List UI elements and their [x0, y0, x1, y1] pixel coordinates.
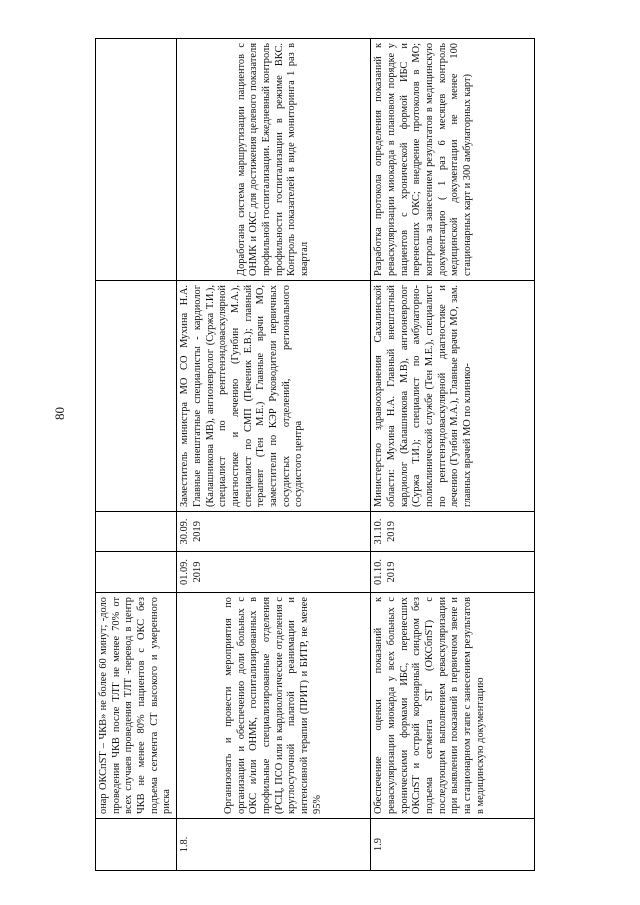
table-row — [96, 39, 177, 871]
item-number: 1.8. — [177, 819, 371, 871]
responsible-persons: Заместитель министра МО СО Мухина Н.А. Главные внештатные специалисты - кардиолог (Калашникова МВ), ангионевролог (Суржа Т.И.), специалист по рентгенэндоваскулярной диагностике и лечению (Гунбин М.А.), специалист по СМП (Печеник Е.В.); главный терапевт (Тен М.Е.) Главные врачи МО, заместители по КЭР Руководители первичных сосудистых отделений, регионального сосудистого центра — [177, 281, 371, 512]
end-date: 30.09. 2019 — [177, 512, 371, 552]
action-plan-table — [95, 38, 535, 871]
responsible-persons — [96, 281, 177, 512]
expected-result — [96, 39, 177, 281]
expected-result: Разработка протокола определения показаний к реваскуляризации миокарда в плановом порядке у пациентов с хронической формой ИБС и перенесших ОКС; внедрение протоколов в МО; контроль за занесением результатов в медицинскую документацию ( 1 раз 6 месяцев контроль медицинской документации не менее 100 стационарных карт и 300 амбулаторных карт) — [371, 39, 535, 281]
start-date: 01.09. 2019 — [177, 552, 371, 593]
start-date — [96, 552, 177, 593]
end-date — [96, 512, 177, 552]
task-description: Организовать и провести мероприятия по организации и обеспечению доли больных с ОКС и/или ОНМК, госпитализированных в профильные специализированные отделения (РСЦ, ПСО или в кардиологические отделения с круглосуточной палатой реанимации и интенсивной терапии (ПРИТ) и БИТР, не менее 95% — [177, 593, 371, 819]
task-description: Обеспечение оценки показаний к реваскуляризации миокарда у всех больных с хроническими формами ИБС, перенесших ОКСпST и острый коронарный синдром без подъема сегмента ST (ОКСбпST) с последующим выполнением реваскуляризации при выявлении показаний в первичном звене и на стационарном этапе с занесением результатов в медицинскую документацию — [371, 593, 535, 819]
rotated-table-container — [95, 39, 529, 871]
responsible-persons: Министерство здравоохранения Сахалинской области: Мухина Н.А. Главный внештатный кардиолог (Калашникова М.В), ангионевролог (Суржа Т.И.); специалист по амбулаторно-поликлинической службе (Тен М.Е.), специалист по рентгенэндоваскулярной диагностике и лечению (Гунбин М.А.), Главные врачи МО, зам. главных врачей МО по клинико- — [371, 281, 535, 512]
expected-result: Доработана система маршрутизации пациентов с ОНМК и ОКС для достижения целевого показателя профильной госпитализации. Ежедневный контроль профильности госпитализации в режиме ВКС. Контроль показателей в виде мониторинга 1 раз в квартал — [177, 39, 371, 281]
table-row — [177, 39, 371, 871]
start-date: 01.10. 2019 — [371, 552, 535, 593]
task-description: онар ОКСпST – ЧКВ» не более 60 минут; -доло проведения ЧКВ после ТЛТ не менее 70% от всех случаев проведения ТЛТ -перевод в центр ЧКВ не менее 80% пациентов с ОКС без подъема сегмента СТ высокого и умеренного риска — [96, 593, 177, 819]
table-row — [371, 39, 535, 871]
item-number — [96, 819, 177, 871]
page-number: 80 — [52, 407, 67, 420]
end-date: 31.10. 2019 — [371, 512, 535, 552]
item-number: 1.9 — [371, 819, 535, 871]
